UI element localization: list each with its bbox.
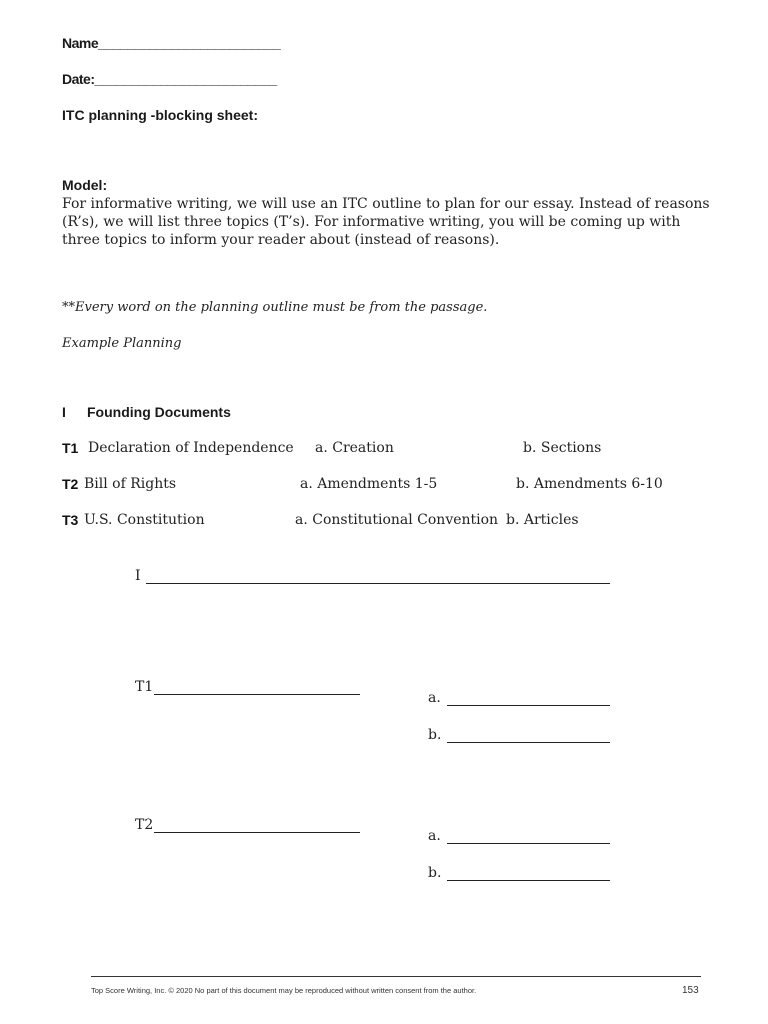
example-row-tag: T1 bbox=[62, 440, 79, 456]
example-planning-label: Example Planning bbox=[62, 336, 182, 351]
form-t2-b-label: b. bbox=[428, 865, 442, 881]
example-row-tag: T2 bbox=[62, 476, 79, 492]
example-row-tag: T3 bbox=[62, 512, 79, 528]
passage-rule-note: **Every word on the planning outline must be from the passage. bbox=[62, 300, 488, 315]
page-title: ITC planning -blocking sheet: bbox=[62, 107, 258, 123]
name-field[interactable]: Name_________________________ bbox=[62, 35, 281, 51]
example-row-topic: U.S. Constitution bbox=[84, 512, 205, 528]
example-row-topic: Declaration of Independence bbox=[88, 440, 294, 456]
form-t1-a-line[interactable] bbox=[447, 705, 610, 706]
model-paragraph: For informative writing, we will use an ITC outline to plan for our essay. Instead of reasons (R’s), we will list three topics (T’s). For informative writing, you will be coming up with three topics to inform your reader about (instead of reasons). bbox=[62, 196, 710, 248]
example-row-subtopic-a: a. Creation bbox=[315, 440, 394, 456]
form-t2-a-line[interactable] bbox=[447, 843, 610, 844]
example-row-topic: Bill of Rights bbox=[84, 476, 177, 492]
example-intro-tag: I bbox=[62, 404, 66, 420]
example-row-subtopic-a: a. Constitutional Convention bbox=[295, 512, 499, 528]
form-t1-b-line[interactable] bbox=[447, 742, 610, 743]
date-field[interactable]: Date:_________________________ bbox=[62, 71, 277, 87]
example-intro-text: Founding Documents bbox=[87, 404, 231, 420]
form-t1-label: T1 bbox=[135, 679, 154, 695]
form-t2-line[interactable] bbox=[154, 832, 360, 833]
example-row-subtopic-a: a. Amendments 1-5 bbox=[300, 476, 438, 492]
example-row-subtopic-b: b. Amendments 6-10 bbox=[516, 476, 663, 492]
form-intro-label: I bbox=[135, 568, 141, 584]
footer-divider bbox=[91, 976, 701, 977]
form-t1-b-label: b. bbox=[428, 727, 442, 743]
example-row-subtopic-b: b. Sections bbox=[523, 440, 602, 456]
model-heading: Model: bbox=[62, 177, 108, 193]
page-number: 153 bbox=[682, 985, 699, 996]
form-intro-line[interactable] bbox=[146, 583, 610, 584]
footer-copyright: Top Score Writing, Inc. © 2020 No part of this document may be reproduced without written consent from the author. bbox=[91, 986, 477, 995]
form-t2-a-label: a. bbox=[428, 828, 441, 844]
form-t2-label: T2 bbox=[135, 817, 154, 833]
form-t1-a-label: a. bbox=[428, 690, 441, 706]
form-t1-line[interactable] bbox=[154, 694, 360, 695]
example-row-subtopic-b: b. Articles bbox=[506, 512, 579, 528]
form-t2-b-line[interactable] bbox=[447, 880, 610, 881]
